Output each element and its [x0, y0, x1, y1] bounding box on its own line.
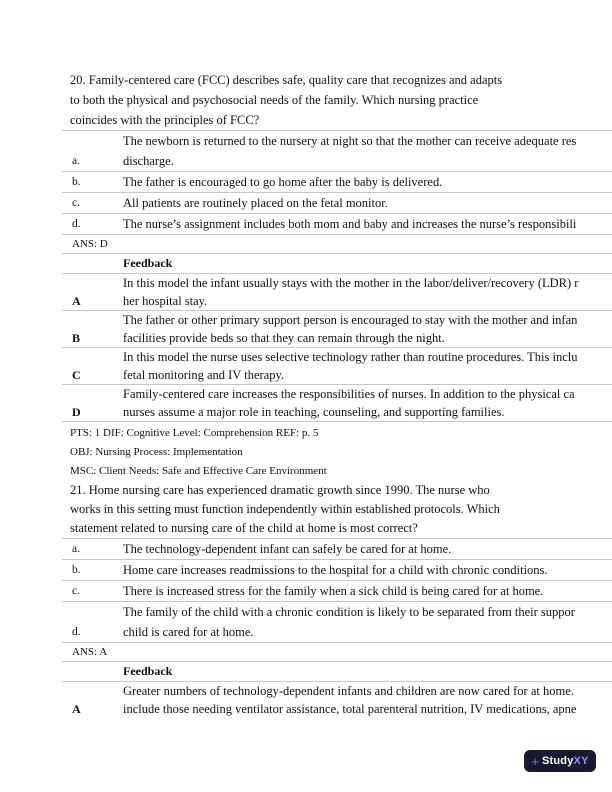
option-text	[123, 193, 612, 213]
option-text	[123, 539, 612, 559]
feedback-row-c	[62, 348, 612, 385]
option-row-c	[62, 581, 612, 602]
option-text-line: child is cared for at home.	[123, 625, 254, 639]
feedback-text-line: facilities provide beds so that they can remain through the night.	[123, 331, 445, 345]
answer-line: ANS: D	[72, 238, 108, 250]
feedback-text	[123, 682, 612, 718]
feedback-text-line: her hospital stay.	[123, 294, 208, 308]
question-21-text	[70, 481, 612, 538]
feedback-text-line: The father or other primary support person is encouraged to stay with the mother and infan	[123, 313, 578, 327]
option-row-a	[62, 539, 612, 560]
feedback-header-row	[62, 254, 612, 274]
feedback-text-line: fetal monitoring and IV therapy.	[123, 368, 285, 382]
question-21-options-table	[62, 538, 612, 643]
question-20-meta	[70, 424, 612, 481]
option-row-c	[62, 193, 612, 214]
studyxy-logo[interactable]	[524, 750, 596, 772]
feedback-row-d	[62, 385, 612, 422]
feedback-text	[123, 274, 612, 310]
option-label: c.	[72, 197, 80, 209]
feedback-label: B	[72, 331, 81, 345]
option-text-line: The nurse’s assignment includes both mom and baby and increases the nurse’s responsibili	[123, 217, 577, 231]
option-text-line: The father is encouraged to go home after the baby is delivered.	[123, 175, 443, 189]
feedback-text-line: In this model the nurse uses selective technology rather than routine procedures. This inclu	[123, 350, 578, 364]
feedback-text-line: nurses assume a major role in teaching, counseling, and supporting families.	[123, 405, 505, 419]
option-text	[123, 214, 612, 234]
question-line: coincides with the principles of FCC?	[70, 113, 260, 127]
question-line: statement related to nursing care of the child at home is most correct?	[70, 521, 418, 535]
feedback-text	[123, 348, 612, 384]
option-text-line: discharge.	[123, 154, 174, 168]
option-label: a.	[72, 543, 80, 555]
option-row-a	[62, 131, 612, 172]
option-row-d	[62, 602, 612, 643]
option-text	[123, 131, 612, 171]
question-line: 21. Home nursing care has experienced dramatic growth since 1990. The nurse who	[70, 483, 490, 497]
option-text	[123, 602, 612, 642]
feedback-row-a	[62, 274, 612, 311]
option-text-line: All patients are routinely placed on the fetal monitor.	[123, 196, 388, 210]
question-line: 20. Family-centered care (FCC) describes safe, quality care that recognizes and adapts	[70, 73, 503, 87]
option-label: b.	[72, 176, 81, 188]
page-content	[0, 70, 612, 718]
feedback-label: A	[72, 702, 81, 716]
studyxy-logo-study-text: Study	[541, 755, 574, 767]
feedback-row-a	[62, 682, 612, 718]
feedback-header: Feedback	[123, 664, 173, 678]
option-text	[123, 172, 612, 192]
feedback-text-line: In this model the infant usually stays with the mother in the labor/deliver/recovery (LDR) r	[123, 276, 579, 290]
option-text-line: The newborn is returned to the nursery at night so that the mother can receive adequate res	[123, 134, 577, 148]
question-20-feedback-table	[62, 253, 612, 422]
option-label: d.	[72, 218, 81, 230]
option-row-b	[62, 172, 612, 193]
feedback-text-line: include those needing ventilator assistance, total parenteral nutrition, IV medications, apne	[123, 702, 577, 716]
option-text	[123, 581, 612, 601]
feedback-text	[123, 385, 612, 421]
option-text-line: The family of the child with a chronic condition is likely to be separated from their suppor	[123, 605, 575, 619]
plus-icon: +	[531, 753, 539, 769]
question-20-text	[70, 70, 612, 130]
question-line: to both the physical and psychosocial needs of the family. Which nursing practice	[70, 93, 479, 107]
question-20-options-table	[62, 130, 612, 235]
option-label: c.	[72, 585, 80, 597]
feedback-text-line: Greater numbers of technology-dependent infants and children are now cared for at home.	[123, 684, 574, 698]
option-text	[123, 560, 612, 580]
feedback-label: C	[72, 368, 81, 382]
option-row-d	[62, 214, 612, 235]
option-text-line: There is increased stress for the family when a sick child is being cared for at home.	[123, 584, 544, 598]
feedback-row-b	[62, 311, 612, 348]
option-text-line: Home care increases readmissions to the hospital for a child with chronic conditions.	[123, 563, 548, 577]
meta-line-obj: OBJ: Nursing Process: Implementation	[70, 446, 243, 458]
option-row-b	[62, 560, 612, 581]
option-label: a.	[72, 155, 80, 167]
meta-line-msc: MSC: Client Needs: Safe and Effective Care Environment	[70, 465, 327, 477]
feedback-header-row	[62, 662, 612, 682]
option-label: b.	[72, 564, 81, 576]
feedback-label: D	[72, 405, 81, 419]
feedback-label: A	[72, 294, 81, 308]
option-text-line: The technology-dependent infant can safely be cared for at home.	[123, 542, 452, 556]
studyxy-logo-xy-text: XY	[573, 755, 589, 767]
feedback-text	[123, 311, 612, 347]
feedback-text-line: Family-centered care increases the responsibilities of nurses. In addition to the physical ca	[123, 387, 575, 401]
question-line: works in this setting must function independently within established protocols. Which	[70, 502, 500, 516]
question-21-feedback-table	[62, 661, 612, 718]
meta-line-pts: PTS: 1 DIF: Cognitive Level: Comprehension REF: p. 5	[70, 427, 319, 439]
option-label: d.	[72, 626, 81, 638]
feedback-header: Feedback	[123, 256, 173, 270]
answer-line: ANS: A	[72, 646, 108, 658]
